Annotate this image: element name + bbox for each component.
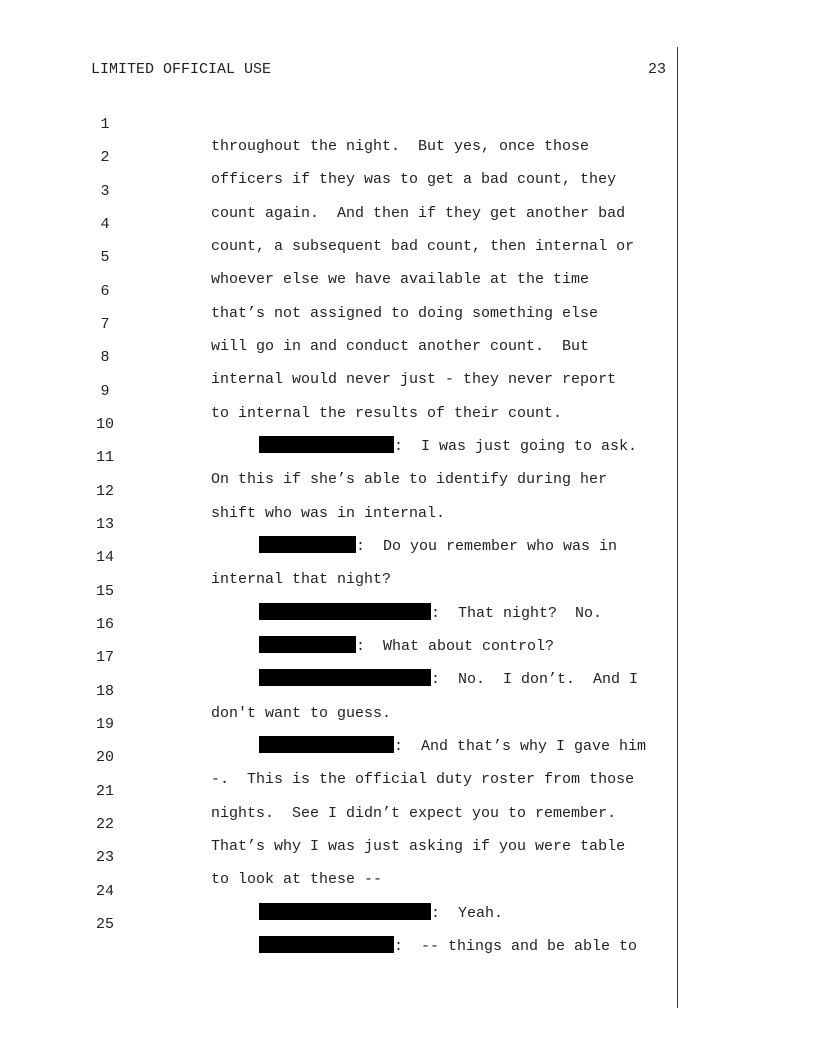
- line-text: That’s why I was just asking if you were table: [211, 838, 626, 855]
- line-number: 11: [95, 449, 114, 466]
- line-number: 13: [95, 516, 114, 533]
- line-number: 6: [100, 283, 110, 300]
- redacted-speaker-name: [259, 536, 356, 553]
- line-number: 23: [95, 849, 114, 866]
- line-text: : No. I don’t. And I: [431, 671, 639, 688]
- line-number: 2: [100, 149, 110, 166]
- line-text: : What about control?: [356, 638, 555, 655]
- speaker-line: [259, 936, 637, 958]
- transcript-line: [0, 92, 590, 155]
- line-number: 12: [95, 483, 114, 500]
- speaker-line: [259, 436, 637, 458]
- line-text: : And that’s why I gave him: [394, 738, 647, 755]
- line-number: 24: [95, 883, 114, 900]
- redacted-speaker-name: [259, 903, 431, 920]
- transcript-line: [0, 659, 392, 722]
- line-number: 22: [95, 816, 114, 833]
- page-number: 23: [648, 61, 667, 78]
- line-text: nights. See I didn’t expect you to remember.: [211, 805, 617, 822]
- redacted-speaker-name: [259, 669, 431, 686]
- line-text: : That night? No.: [431, 605, 603, 622]
- line-number: 10: [95, 416, 114, 433]
- line-text: that’s not assigned to doing something else: [211, 305, 599, 322]
- line-number: 14: [95, 549, 114, 566]
- line-number: 7: [100, 316, 110, 333]
- right-margin-rule: [677, 47, 678, 1008]
- line-text: count, a subsequent bad count, then internal or: [211, 238, 635, 255]
- transcript-line: [0, 525, 392, 588]
- line-text: internal would never just - they never report: [211, 371, 617, 388]
- line-text: officers if they was to get a bad count, they: [211, 171, 617, 188]
- redacted-speaker-name: [259, 936, 394, 953]
- line-text: : I was just going to ask.: [394, 438, 638, 455]
- line-number: 17: [95, 649, 114, 666]
- line-text: : -- things and be able to: [394, 938, 638, 955]
- line-text: : Do you remember who was in: [356, 538, 618, 555]
- redacted-speaker-name: [259, 636, 356, 653]
- line-number: 21: [95, 783, 114, 800]
- line-number: 19: [95, 716, 114, 733]
- page-header-classification: LIMITED OFFICIAL USE: [91, 61, 272, 78]
- line-text: shift who was in internal.: [211, 505, 446, 522]
- line-number: 20: [95, 749, 114, 766]
- redacted-speaker-name: [259, 603, 431, 620]
- speaker-line: [259, 536, 617, 558]
- line-text: to look at these --: [211, 871, 383, 888]
- speaker-line: [259, 903, 503, 925]
- line-text: will go in and conduct another count. But: [211, 338, 590, 355]
- speaker-line: [259, 736, 646, 758]
- redacted-speaker-name: [259, 736, 394, 753]
- line-text: internal that night?: [211, 571, 392, 588]
- line-number: 8: [100, 349, 110, 366]
- redacted-speaker-name: [259, 436, 394, 453]
- line-number: 15: [95, 583, 114, 600]
- line-number: 1: [100, 116, 110, 133]
- line-text: : Yeah.: [431, 905, 504, 922]
- speaker-line: [259, 669, 638, 691]
- line-text: On this if she’s able to identify during her: [211, 471, 608, 488]
- speaker-line: [259, 603, 602, 625]
- speaker-line: [259, 636, 554, 658]
- line-number: 4: [100, 216, 110, 233]
- line-number: 9: [100, 383, 110, 400]
- line-text: don't want to guess.: [211, 705, 392, 722]
- line-number: 18: [95, 683, 114, 700]
- line-text: -. This is the official duty roster from those: [211, 771, 635, 788]
- line-number: 3: [100, 183, 110, 200]
- line-number: 16: [95, 616, 114, 633]
- line-text: count again. And then if they get another bad: [211, 205, 626, 222]
- line-text: to internal the results of their count.: [211, 405, 563, 422]
- transcript-line: [0, 825, 383, 888]
- line-text: whoever else we have available at the time: [211, 271, 590, 288]
- line-text: throughout the night. But yes, once those: [211, 138, 590, 155]
- line-number: 25: [95, 916, 114, 933]
- line-number: 5: [100, 249, 110, 266]
